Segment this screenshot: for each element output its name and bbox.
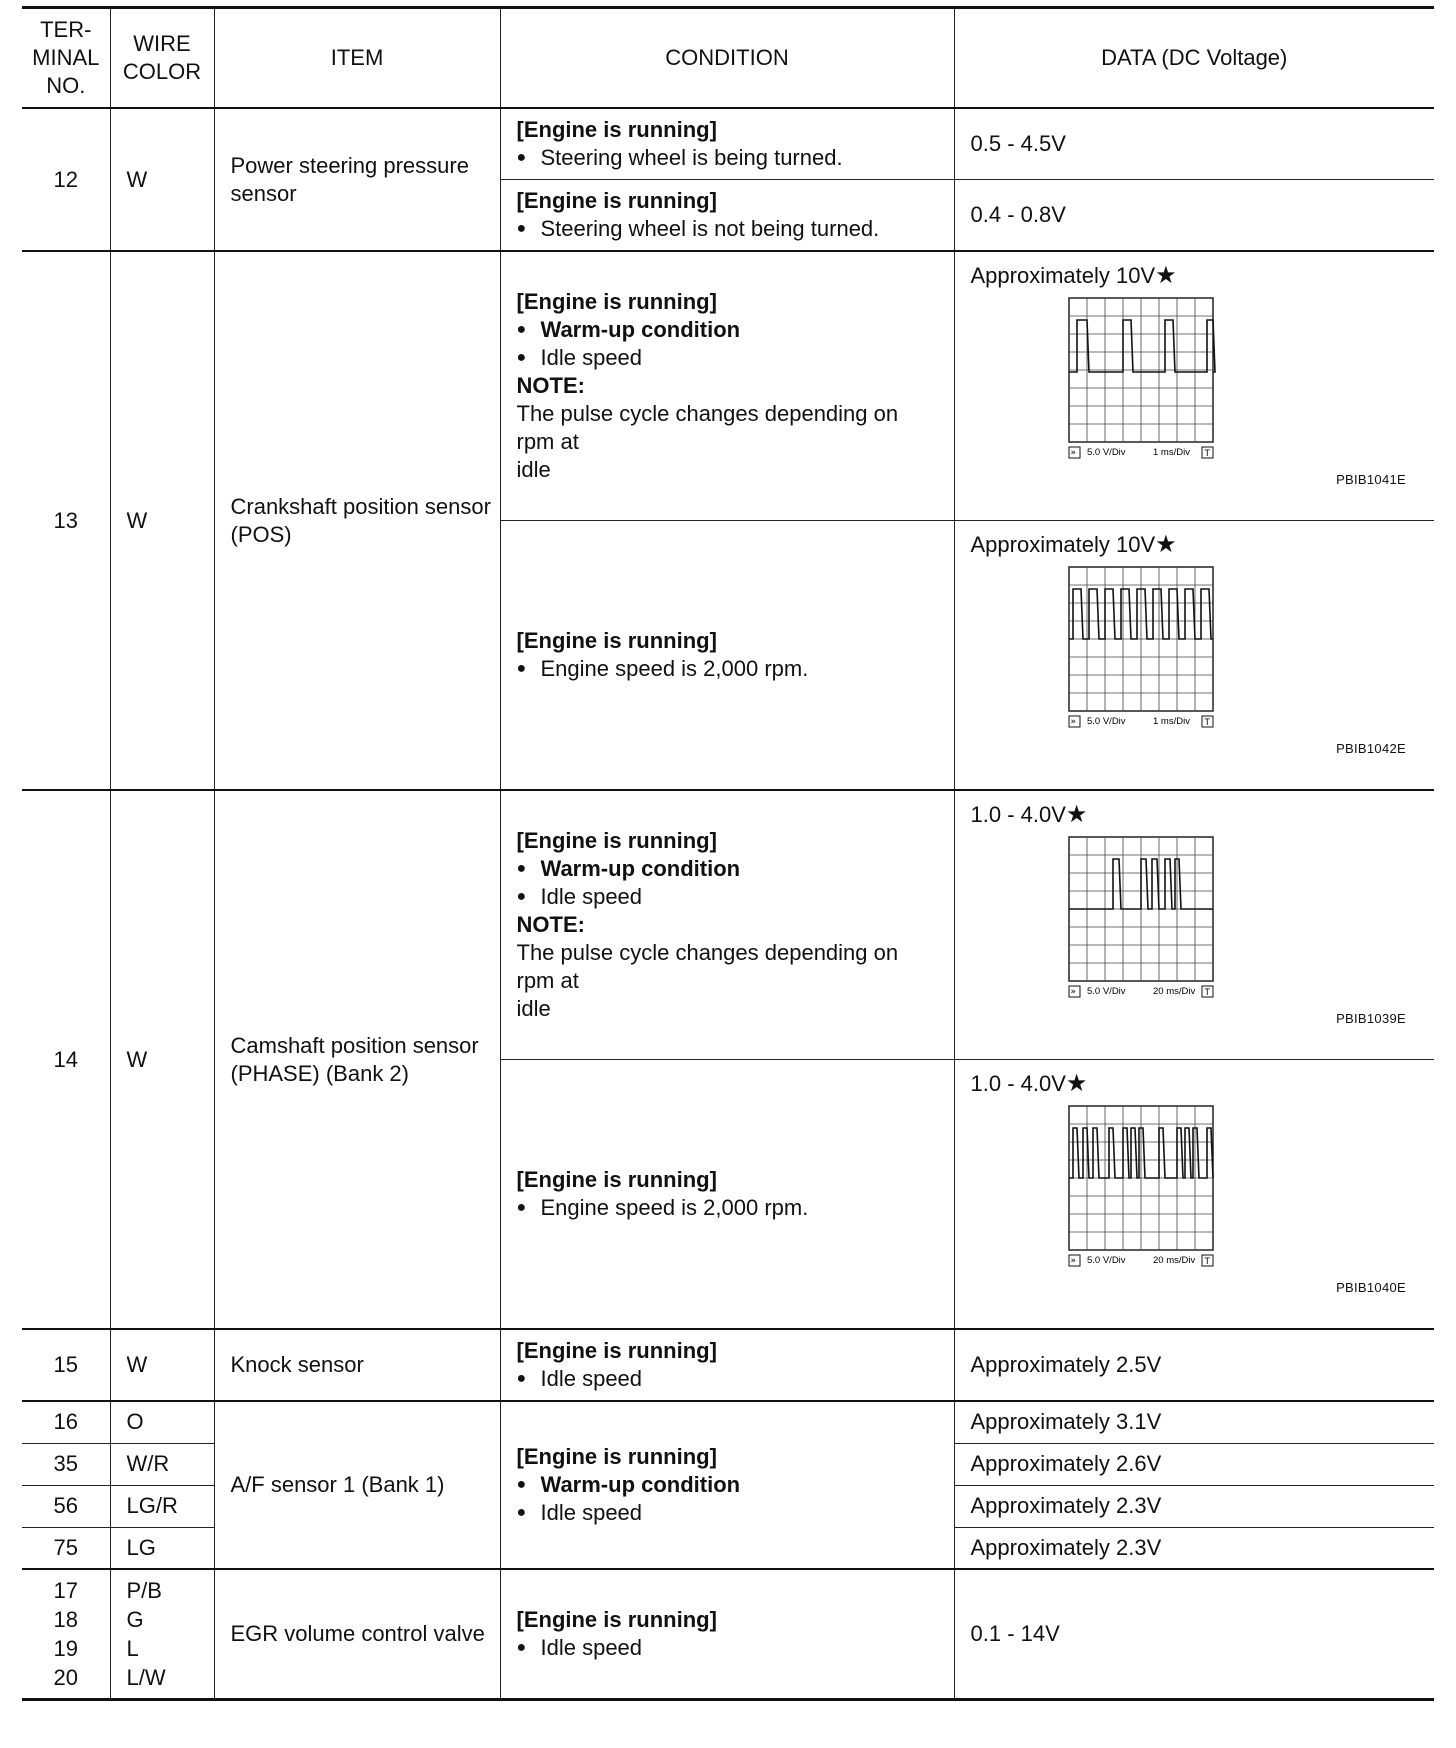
terminal-no: 16 (22, 1401, 110, 1443)
trigger-glyph: T (1204, 1256, 1210, 1266)
double-chevron-glyph: » (1070, 448, 1076, 458)
header-terminal-line1: TER- (40, 17, 92, 42)
wire-line: P/B (126, 1578, 162, 1603)
double-chevron-glyph: » (1070, 717, 1076, 727)
condition-bullet: ● Steering wheel is being turned. (517, 144, 940, 172)
header-row (22, 8, 1434, 109)
scope-time-scale: 1 ms/Div (1152, 447, 1190, 458)
oscilloscope-waveform (1065, 565, 1217, 731)
wire-line: G (126, 1607, 144, 1632)
trigger-glyph: T (1204, 987, 1210, 997)
terminal-no: 14 (22, 790, 110, 1329)
scope-time-scale: 1 ms/Div (1152, 716, 1190, 727)
waveform-label (971, 801, 1088, 829)
condition-heading: [Engine is running] (516, 289, 717, 314)
item-line: sensor (230, 180, 297, 206)
condition-bullet: ● Engine speed is 2,000 rpm. (517, 1194, 940, 1222)
condition-bullet: ● Warm-up condition (517, 1471, 940, 1499)
wire-color: W/R (110, 1443, 214, 1485)
item-line: Crankshaft position sensor (230, 493, 491, 519)
note-text: The pulse cycle changes depending on rpm at (516, 940, 899, 993)
terminal-line: 19 (53, 1636, 78, 1661)
terminal-no: 12 (22, 108, 110, 251)
condition-bullet: ● Warm-up condition (517, 855, 940, 883)
condition-cell (500, 1329, 954, 1401)
data-value: Approximately 2.6V (954, 1443, 1434, 1485)
wire-color: W (110, 1329, 214, 1401)
condition-bullet: ● Idle speed (517, 344, 940, 372)
scope-voltage-scale: 5.0 V/Div (1086, 986, 1126, 997)
condition-cell (500, 180, 954, 252)
table-row (22, 251, 1434, 521)
figure-code: PBIB1041E (1336, 472, 1406, 487)
double-chevron-glyph: » (1070, 1256, 1076, 1266)
table-row (22, 108, 1434, 180)
item-name (214, 251, 500, 790)
condition-cell (500, 1401, 954, 1569)
wire-line: L (126, 1636, 139, 1661)
header-wire-color (110, 8, 214, 109)
condition-bullet: ● Steering wheel is not being turned. (517, 215, 940, 243)
item-name: Knock sensor (214, 1329, 500, 1401)
wire-color: LG/R (110, 1485, 214, 1527)
data-value: Approximately 2.5V (954, 1329, 1434, 1401)
waveform-cell (954, 790, 1434, 1060)
figure-code: PBIB1040E (1336, 1280, 1406, 1295)
header-data: DATA (DC Voltage) (954, 8, 1434, 109)
star-icon: ★ (1155, 531, 1177, 558)
condition-bullet: ● Engine speed is 2,000 rpm. (517, 655, 940, 683)
item-line: Camshaft position sensor (230, 1032, 479, 1058)
condition-cell (500, 108, 954, 180)
figure-code: PBIB1042E (1336, 741, 1406, 756)
oscilloscope-waveform (1065, 1104, 1217, 1270)
item-name: EGR volume control valve (214, 1569, 500, 1700)
header-wire-line2: COLOR (122, 59, 202, 84)
condition-heading: [Engine is running] (516, 117, 717, 142)
data-value: 0.1 - 14V (954, 1569, 1434, 1700)
wire-color: W (110, 108, 214, 251)
item-line: (POS) (230, 521, 292, 547)
oscilloscope-waveform (1065, 835, 1217, 1001)
scope-voltage-scale: 5.0 V/Div (1086, 716, 1126, 727)
note-text: idle (516, 996, 551, 1021)
star-icon: ★ (1065, 1070, 1088, 1097)
waveform-label (971, 262, 1177, 290)
table-row (22, 1329, 1434, 1401)
double-chevron-glyph: » (1070, 987, 1076, 997)
scope-screen (1069, 1106, 1213, 1266)
scope-voltage-scale: 5.0 V/Div (1086, 447, 1126, 458)
condition-cell (500, 790, 954, 1060)
data-value: Approximately 2.3V (954, 1485, 1434, 1527)
condition-bullet: ● Idle speed (517, 1499, 940, 1527)
item-name (214, 108, 500, 251)
star-icon: ★ (1155, 262, 1177, 289)
header-item: ITEM (214, 8, 500, 109)
waveform-cell (954, 251, 1434, 521)
scope-voltage-scale: 5.0 V/Div (1086, 1255, 1126, 1266)
condition-bullet: ● Idle speed (517, 1365, 940, 1393)
condition-heading: [Engine is running] (516, 628, 717, 653)
wire-color: W (110, 790, 214, 1329)
scope-screen (1069, 298, 1215, 458)
scope-screen (1069, 567, 1213, 727)
condition-cell (500, 1060, 954, 1330)
condition-heading: [Engine is running] (516, 188, 717, 213)
wire-color: LG (110, 1527, 214, 1569)
waveform-value: Approximately 10V (970, 263, 1156, 288)
header-terminal-line3: NO. (46, 73, 86, 98)
figure-code: PBIB1039E (1336, 1011, 1406, 1026)
condition-bullet: ● Idle speed (517, 1634, 940, 1662)
terminal-no: 13 (22, 251, 110, 790)
note-label: NOTE: (516, 373, 585, 398)
item-line: (PHASE) (Bank 2) (230, 1060, 409, 1086)
item-name: A/F sensor 1 (Bank 1) (214, 1401, 500, 1569)
oscilloscope-waveform (1065, 296, 1217, 462)
condition-heading: [Engine is running] (516, 1167, 717, 1192)
terminal-line: 20 (53, 1665, 78, 1690)
header-condition: CONDITION (500, 8, 954, 109)
terminal-line: 18 (53, 1607, 78, 1632)
waveform-label (971, 1070, 1088, 1098)
waveform-value: 1.0 - 4.0V (970, 802, 1066, 827)
condition-heading: [Engine is running] (516, 1444, 717, 1469)
data-value: 0.5 - 4.5V (954, 108, 1434, 180)
trigger-glyph: T (1204, 448, 1210, 458)
terminal-no: 15 (22, 1329, 110, 1401)
table-row (22, 1569, 1434, 1700)
waveform-cell (954, 1060, 1434, 1330)
condition-heading: [Engine is running] (516, 1338, 717, 1363)
terminal-data-table (22, 6, 1434, 1701)
terminal-no: 75 (22, 1527, 110, 1569)
condition-cell (500, 521, 954, 791)
scope-time-scale: 20 ms/Div (1152, 986, 1195, 997)
waveform-value: 1.0 - 4.0V (970, 1071, 1066, 1096)
wire-color (110, 1569, 214, 1700)
wire-color: W (110, 251, 214, 790)
header-terminal-line2: MINAL (32, 45, 100, 70)
condition-bullet: ● Idle speed (517, 883, 940, 911)
trigger-glyph: T (1204, 717, 1210, 727)
table-row (22, 790, 1434, 1060)
waveform-value: Approximately 10V (970, 532, 1156, 557)
condition-bullet: ● Warm-up condition (517, 316, 940, 344)
terminal-no: 56 (22, 1485, 110, 1527)
data-value: Approximately 3.1V (954, 1401, 1434, 1443)
terminal-no (22, 1569, 110, 1700)
scope-time-scale: 20 ms/Div (1152, 1255, 1195, 1266)
condition-heading: [Engine is running] (516, 828, 717, 853)
condition-heading: [Engine is running] (516, 1607, 717, 1632)
scope-screen (1069, 837, 1213, 997)
data-value: 0.4 - 0.8V (954, 180, 1434, 252)
waveform-label (971, 531, 1177, 559)
data-value: Approximately 2.3V (954, 1527, 1434, 1569)
wire-line: L/W (126, 1665, 166, 1690)
condition-cell (500, 251, 954, 521)
note-text: The pulse cycle changes depending on rpm at (516, 401, 899, 454)
star-icon: ★ (1065, 801, 1088, 828)
item-name (214, 790, 500, 1329)
wire-color: O (110, 1401, 214, 1443)
item-line: Power steering pressure (230, 152, 469, 178)
waveform-cell (954, 521, 1434, 791)
table-row (22, 1401, 1434, 1443)
note-label: NOTE: (516, 912, 585, 937)
terminal-no: 35 (22, 1443, 110, 1485)
header-wire-line1: WIRE (133, 31, 191, 56)
condition-cell (500, 1569, 954, 1700)
terminal-line: 17 (53, 1578, 78, 1603)
header-terminal (22, 8, 110, 109)
note-text: idle (516, 457, 551, 482)
